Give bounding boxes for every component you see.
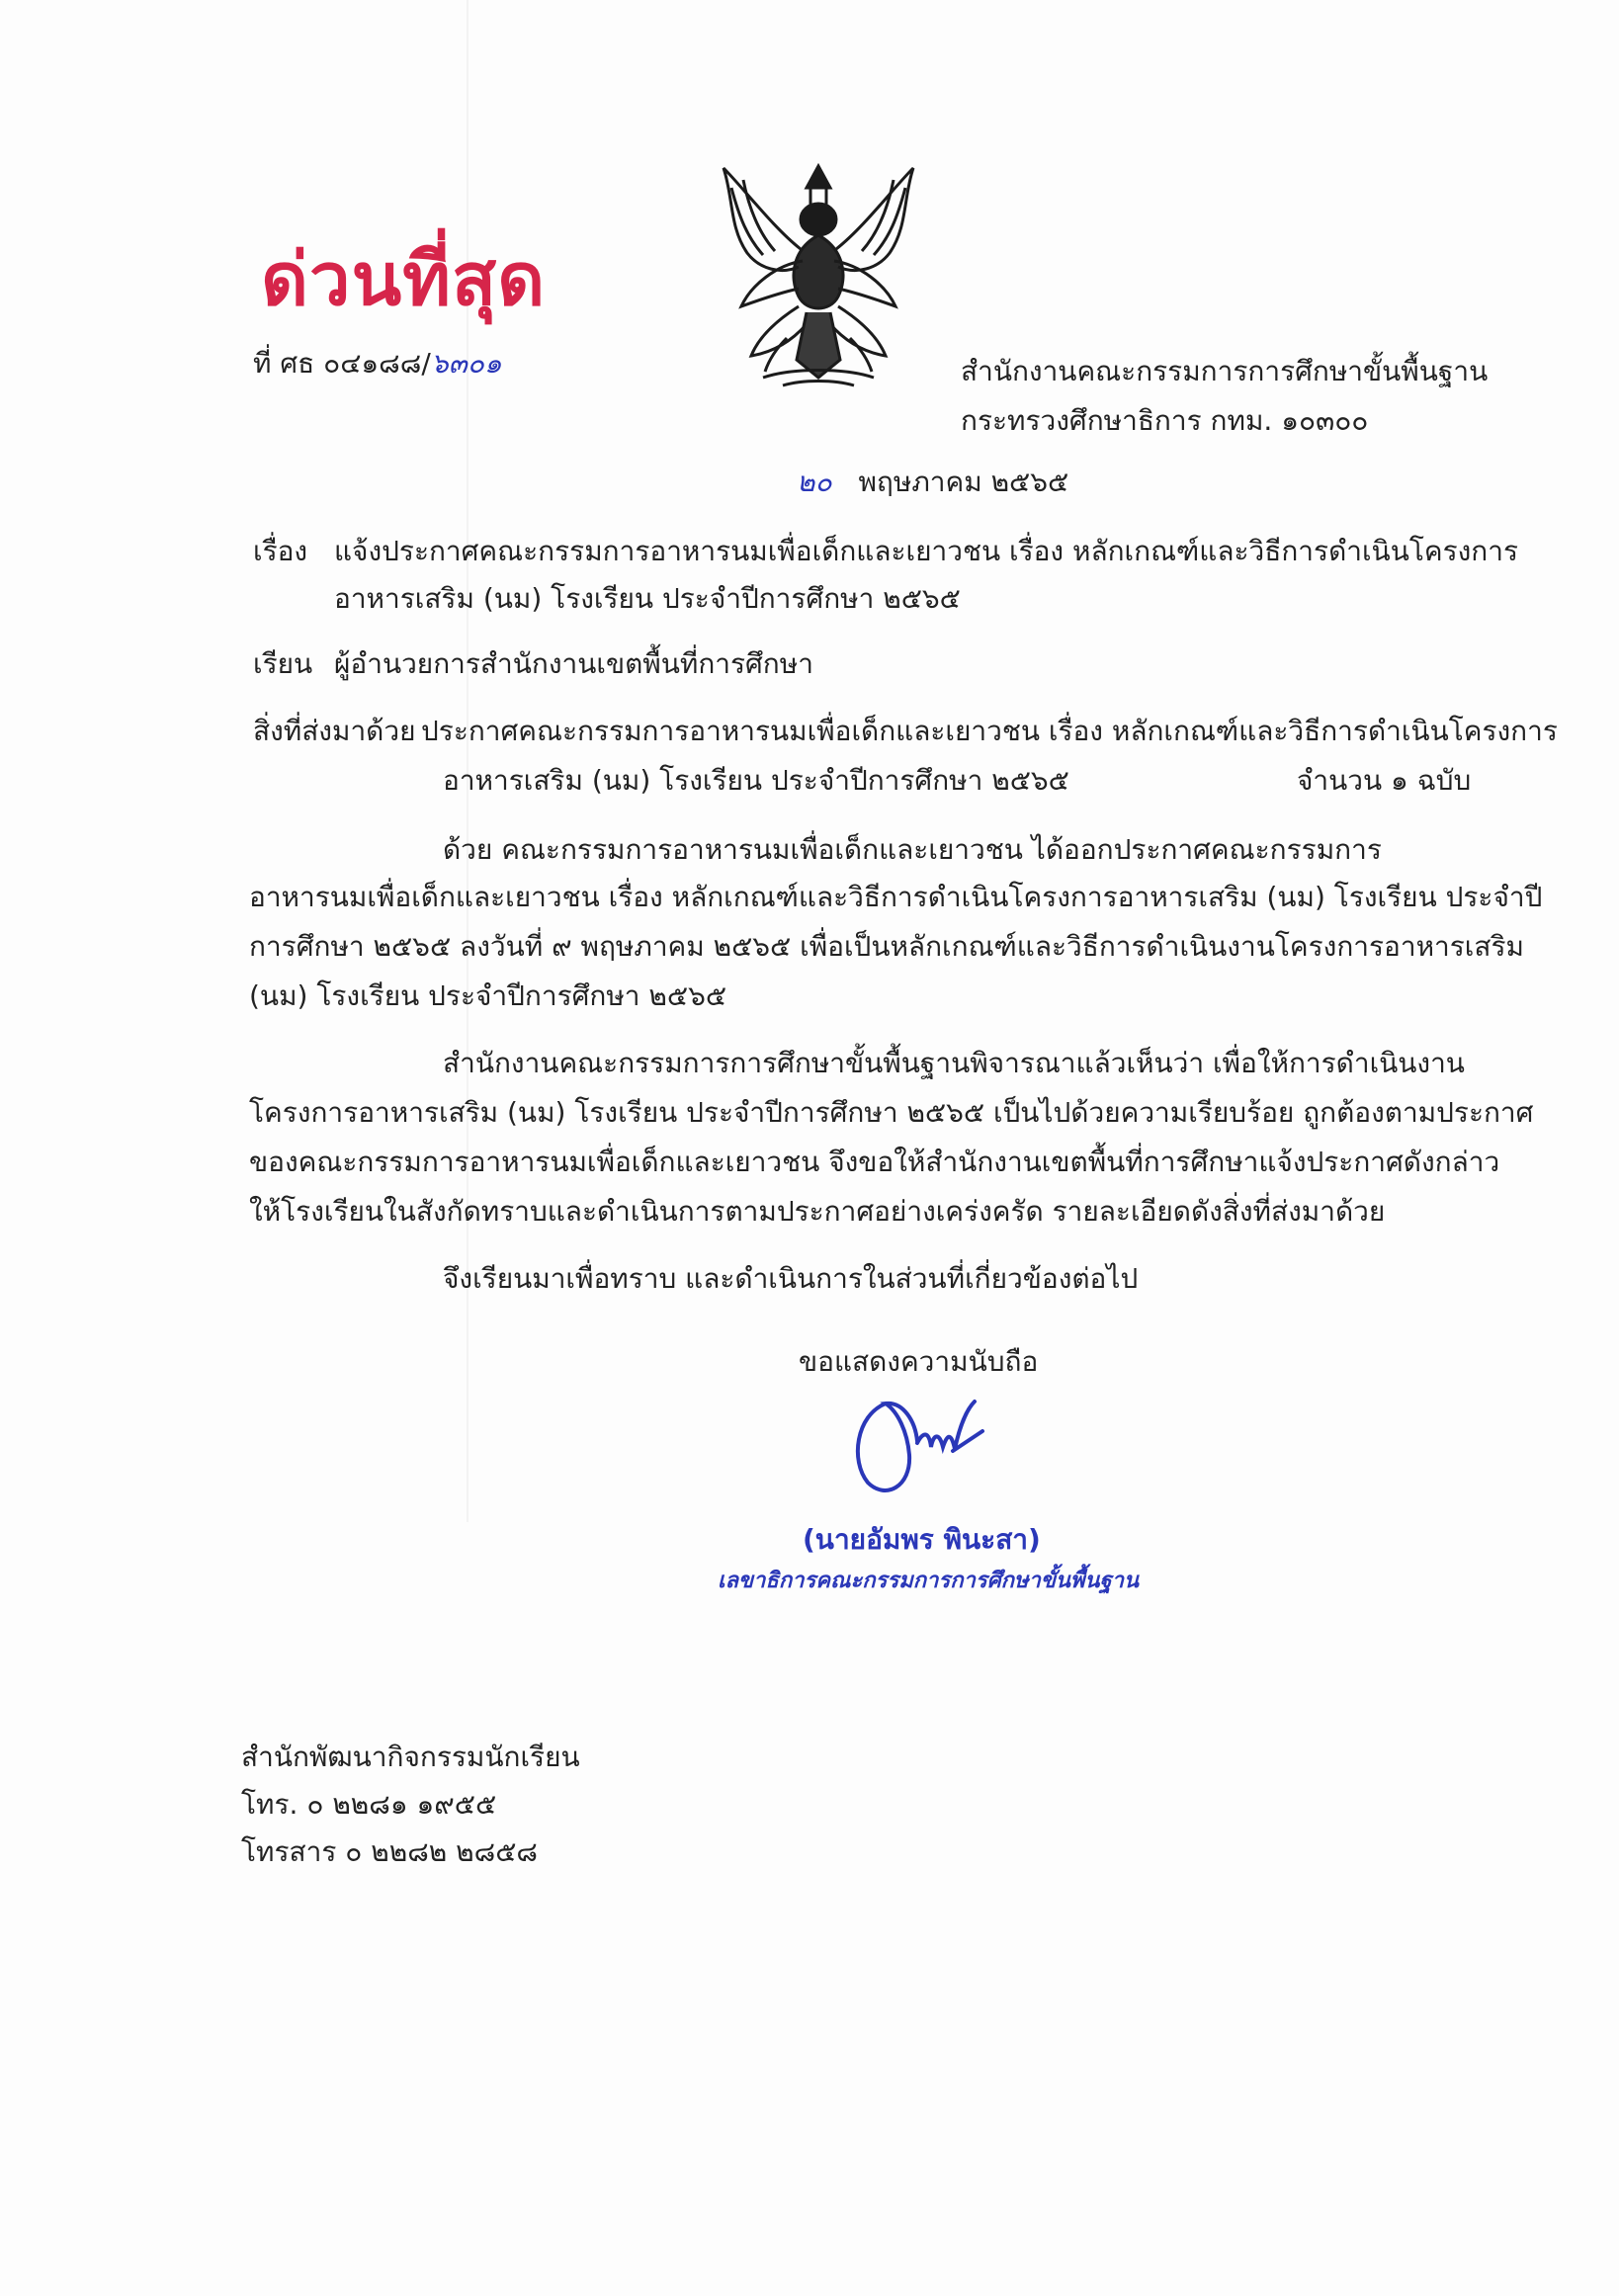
contact-fax: โทรสาร ๐ ๒๒๘๒ ๒๘๕๘ xyxy=(241,1835,539,1868)
body-p1-line-3: การศึกษา ๒๕๖๕ ลงวันที่ ๙ พฤษภาคม ๒๕๖๕ เพื่อเป็นหลักเกณฑ์และวิธีการดำเนินงานโครงการอาหารเสริม xyxy=(249,930,1524,963)
date-day: ๒๐ xyxy=(797,466,832,498)
body-p2-line-4: ให้โรงเรียนในสังกัดทราบและดำเนินการตามประกาศอย่างเคร่งครัด รายละเอียดดังสิ่งที่ส่งมาด้วย xyxy=(249,1195,1386,1228)
body-p2-line-1: สำนักงานคณะกรรมการการศึกษาขั้นพื้นฐานพิจารณาแล้วเห็นว่า เพื่อให้การดำเนินงาน xyxy=(443,1047,1465,1079)
letter-date xyxy=(797,461,1068,504)
body-p1-line-2: อาหารนมเพื่อเด็กและเยาวชน เรื่อง หลักเกณฑ์และวิธีการดำเนินโครงการอาหารเสริม (นม) โรงเรียน ประจำปี xyxy=(249,881,1543,913)
date-month-year: พฤษภาคม ๒๕๖๕ xyxy=(858,466,1069,498)
reference-handwritten: ๖๓๐๑ xyxy=(430,347,502,380)
enclosure-label: สิ่งที่ส่งมาด้วย xyxy=(253,715,416,747)
subject-line-1: แจ้งประกาศคณะกรรมการอาหารนมเพื่อเด็กและเยาวชน เรื่อง หลักเกณฑ์และวิธีการดำเนินโครงการ xyxy=(334,535,1519,567)
sender-line-2: กระทรวงศึกษาธิการ กทม. ๑๐๓๐๐ xyxy=(961,404,1369,437)
body-p2-line-3: ของคณะกรรมการอาหารนมเพื่อเด็กและเยาวชน จึงขอให้สำนักงานเขตพื้นที่การศึกษาแจ้งประกาศดังกล่าว xyxy=(249,1146,1500,1178)
contact-phone: โทร. ๐ ๒๒๘๑ ๑๙๕๕ xyxy=(241,1788,497,1821)
enclosure-line-1: ประกาศคณะกรรมการอาหารนมเพื่อเด็กและเยาวชน เรื่อง หลักเกณฑ์และวิธีการดำเนินโครงการ xyxy=(421,715,1558,747)
sender-line-1: สำนักงานคณะกรรมการการศึกษาขั้นพื้นฐาน xyxy=(961,355,1489,387)
enclosure-quantity: จำนวน ๑ ฉบับ xyxy=(1297,764,1472,797)
body-p3: จึงเรียนมาเพื่อทราบ และดำเนินการในส่วนที่เกี่ยวข้องต่อไป xyxy=(443,1262,1139,1295)
signatory-name: (นายอัมพร พินะสา) xyxy=(803,1523,1041,1556)
enclosure-line-2: อาหารเสริม (นม) โรงเรียน ประจำปีการศึกษา ๒๕๖๕ xyxy=(443,764,1069,797)
body-p2-line-2: โครงการอาหารเสริม (นม) โรงเรียน ประจำปีการศึกษา ๒๕๖๕ เป็นไปด้วยความเรียบร้อย ถูกต้องตามประกาศ xyxy=(249,1096,1534,1129)
subject-line-2: อาหารเสริม (นม) โรงเรียน ประจำปีการศึกษา ๒๕๖๕ xyxy=(334,582,961,615)
body-p1-line-4: (นม) โรงเรียน ประจำปีการศึกษา ๒๕๖๕ xyxy=(249,979,727,1012)
recipient-label: เรียน xyxy=(253,647,313,680)
reference-number xyxy=(253,342,502,385)
reference-printed: ที่ ศธ ๐๔๑๘๘/ xyxy=(253,347,431,380)
closing: ขอแสดงความนับถือ xyxy=(799,1345,1039,1378)
signature-icon xyxy=(846,1392,994,1500)
contact-office: สำนักพัฒนากิจกรรมนักเรียน xyxy=(241,1741,580,1773)
garuda-emblem-icon xyxy=(704,158,933,393)
urgency-stamp: ด่วนที่สุด xyxy=(261,237,547,322)
recipient-value: ผู้อำนวยการสำนักงานเขตพื้นที่การศึกษา xyxy=(334,647,813,680)
body-p1-line-1: ด้วย คณะกรรมการอาหารนมเพื่อเด็กและเยาวชน ได้ออกประกาศคณะกรรมการ xyxy=(443,833,1382,866)
subject-label: เรื่อง xyxy=(253,535,308,567)
signatory-title: เลขาธิการคณะกรรมการการศึกษาขั้นพื้นฐาน xyxy=(718,1569,1139,1593)
